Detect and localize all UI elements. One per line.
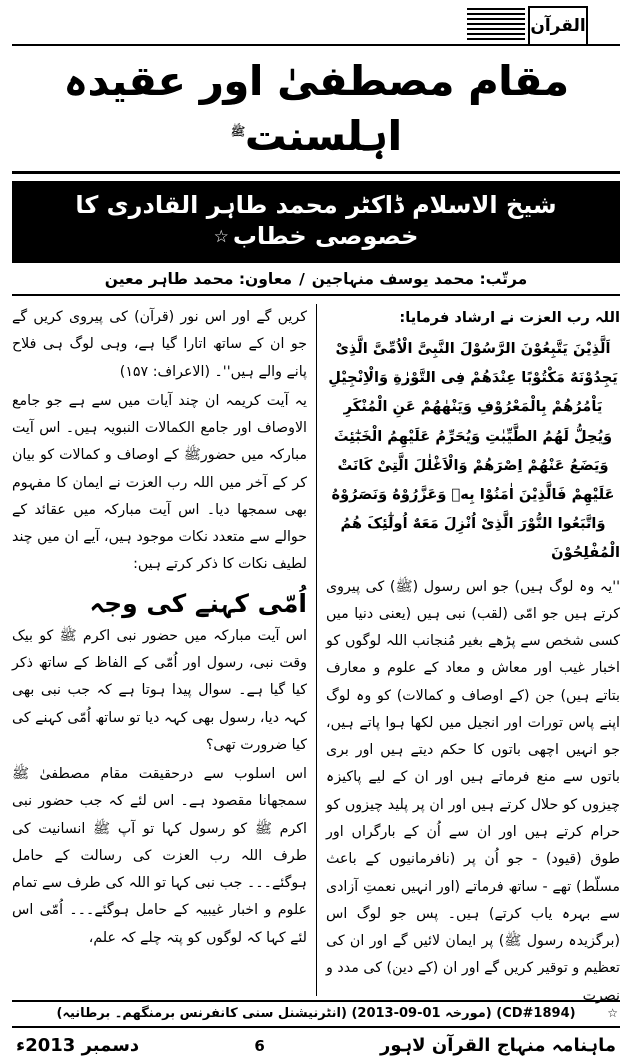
column-right xyxy=(316,304,620,1004)
magazine-name: ماہنامہ منہاج القرآن لاہور xyxy=(379,1035,616,1056)
source-reference-line xyxy=(12,1000,620,1028)
star-icon: ☆ xyxy=(213,226,229,247)
assistant-credit: معاون: محمد طاہر معین xyxy=(104,270,293,289)
paragraph: اس آیت مبارکہ میں حضور نبی اکرم ﷺ کو بیک وقت نبی، رسول اور اُمّی کے الفاظ کے ساتھ ذکر کیا گیا ہے۔ سوال پیدا ہوتا ہے کہ جب نبی بھی کہہ دیا، رسول بھی کہہ دیا تو ساتھ اُمّی کہنے کی کیا ضرورت تھی؟ xyxy=(12,627,307,753)
compiler-credit: مرتّب: محمد یوسف منہاجین xyxy=(311,270,528,289)
page-title-text: مقام مصطفیٰ اور عقیدہ اہلسنت xyxy=(63,57,569,161)
credit-separator: / xyxy=(299,270,305,289)
column-left xyxy=(12,304,316,996)
title-block xyxy=(12,50,620,296)
paragraph: یہ آیت کریمہ ان چند آیات میں سے ہے جو جامع الاوصاف اور جامع الکمالات النبویہ ہیں۔ اس آیت مبارکہ میں حضورﷺ کے اوصاف و کمالات کو بیان کر کے آخر میں اللہ رب العزت نے ایمان کا مفہوم بھی سمجھا دیا۔ اس آیت مبارکہ میں عقائد کے حوالے سے متعدد نکات موجود ہیں، آیے ان میں چند لطیف نکات کا ذکر کرتے ہیں: xyxy=(12,392,307,573)
subtitle-banner xyxy=(12,181,620,263)
section-heading-text: اُمّی کہنے کی وجہ xyxy=(89,588,307,618)
arabic-verse: اَلَّذِیْنَ یَتَّبِعُوْنَ الرَّسُوْلَ النَّبِیَّ الْاُمِّیَّ الَّذِیْ یَجِدُوْنَهٌ مَکْتُوْبًا عِنْدَهُمْ فِی التَّوْرٰةِ وَالْاِنْجِیْلِ یَاْمُرُهُمْ بِالْمَعْرُوْفِ وَیَنْهٰهُمْ عَنِ الْمُنْکَرِ وَیُحِلُّ لَهُمُ الطَّیِّبٰتِ وَیُحَرِّمُ عَلَیْهِمُ الْخَبٰٓئِثَ وَیَضَعُ عَنْهُمْ اِصْرَهُمْ وَالْاَغْلٰلَ الَّتِیْ کَانَتْ عَلَیْهِمْ فَالَّذِیْنَ اٰمَنُوْا بِهٖ وَعَزَّرُوْهُ وَنَصَرُوْهُ وَاتَّبَعُوا النُّوْرَ الَّذِیْ اُنْزِلَ مَعَهٌ اُولٰٓئِکَ هُمُ الْمُفْلِحُوْنَ xyxy=(328,340,620,562)
article-body xyxy=(12,304,620,1004)
honorific-superscript: ﷺ xyxy=(230,124,245,139)
credit-row xyxy=(12,263,620,296)
issue-date: دسمبر 2013ء xyxy=(16,1035,140,1056)
star-icon: ☆ xyxy=(607,1006,618,1021)
page-title xyxy=(12,50,620,174)
subtitle-text: شیخ الاسلام ڈاکٹر محمد طاہر القادری کا خصوصی خطاب xyxy=(75,190,557,250)
paragraph: ''یہ وہ لوگ ہیں) جو اس رسول (ﷺ) کی پیروی کرتے ہیں جو امّی (لقب) نبی ہیں (یعنی دنیا میں کسی شخص سے پڑھے بغیر مُنجانب اللہ لوگوں کو اخبار غیب اور معاش و معاد کے علوم و معارف بتاتے ہیں) جن (کے اوصاف و کمالات) کو وہ لوگ اپنے پاس تورات اور انجیل میں لکھا ہوا پاتے ہیں، جو انہیں اچھی باتوں کا حکم دیتے ہیں اور بری باتوں سے منع فرماتے ہیں اور ان کے لیے پاکیزہ چیزوں کو حلال کرتے ہیں اور ان پر پلید چیزوں کو حرام کرتے ہیں اور ان سے اُن کے بارگراں اور طوق (قیود) - جو اُن پر (نافرمانیوں کے باعث مسلّط) تھے - ساتھ فرماتے (اور انہیں نعمتِ آزادی سے بہرہ یاب کرتے) ہیں۔ پس جو لوگ اس (برگزیدہ رسول ﷺ) پر ایمان لائیں گے اور ان کی تعظیم و توقیر کریں گے اور ان (کے دین) کی مدد و نصرت xyxy=(326,578,620,1004)
masthead xyxy=(12,6,620,46)
verse-intro-line: اللہ رب العزت نے ارشاد فرمایا: xyxy=(399,309,620,327)
section-heading xyxy=(12,589,307,619)
paragraph: اس اسلوب سے درحقیقت مقام مصطفیٰ ﷺ سمجھانا مقصود ہے۔ اس لئے کہ جب حضور نبی اکرم ﷺ کو رسول کہا تو آپ ﷺ انسانیت کی طرف اللہ رب العزت کی رسالت کے حامل ہوگئے۔۔۔ جب نبی کہا تو اللہ کی طرف سے تمام علوم و اخبار غیبیہ کے حامل ہوگئے۔۔۔ اُمّی اس لئے کہا کہ لوگوں کو پتہ چلے کہ علم، xyxy=(12,766,307,946)
paragraph: کریں گے اور اس نور (قرآن) کی پیروی کریں گے جو ان کے ساتھ اتارا گیا ہے، وہی لوگ ہی فلاح پانے والے ہیں''۔ (الاعراف: ۱۵۷) xyxy=(12,309,307,380)
source-reference-text: (CD#1894) (مورخہ 01-09-2013) (انٹرنیشنل سنی کانفرنس برمنگھم۔ برطانیہ) xyxy=(56,1006,576,1022)
page-number: 6 xyxy=(254,1036,265,1055)
page-footer xyxy=(12,1028,620,1056)
quran-logo-badge: القرآن xyxy=(528,6,588,46)
stripes-decoration-icon xyxy=(467,8,525,40)
